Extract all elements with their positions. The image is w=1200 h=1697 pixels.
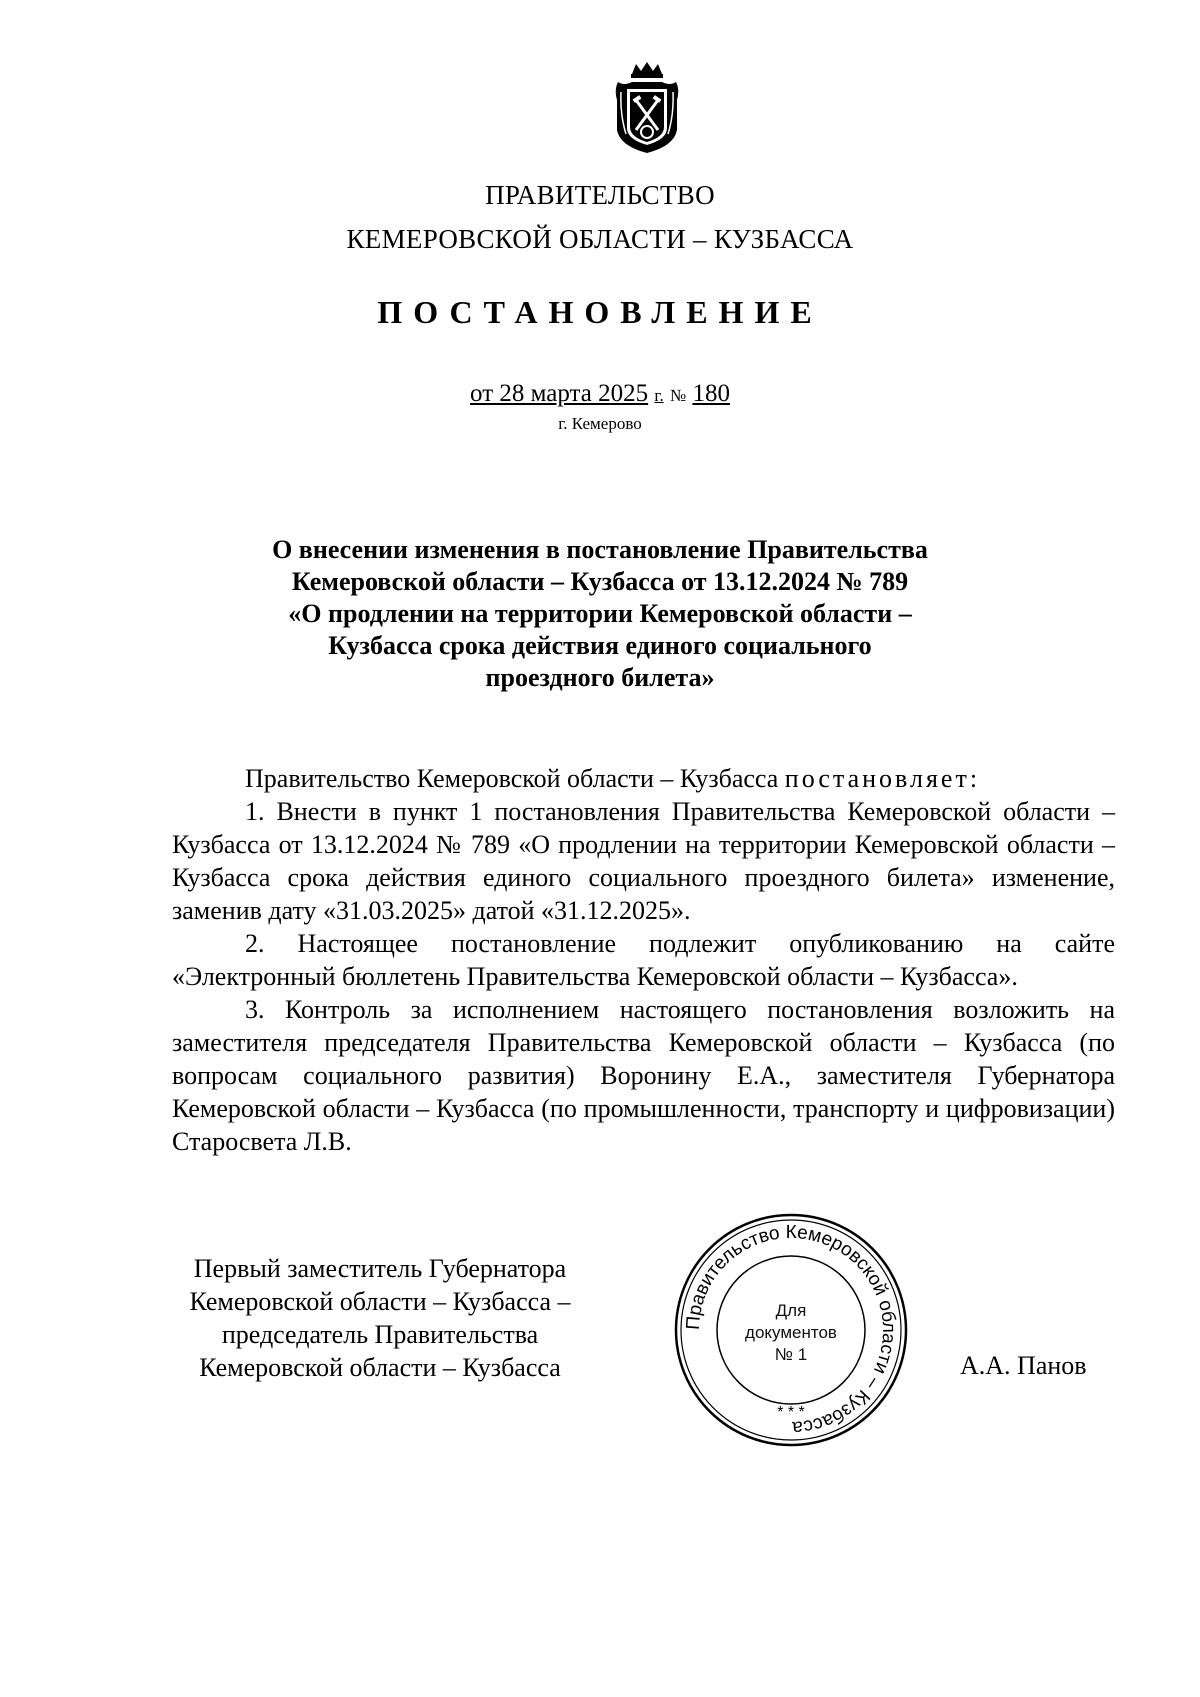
paragraph-1: 1. Внести в пункт 1 постановления Правительства Кемеровской области – Кузбасса от 13.12.2024 № 789 «О продлении на территории Кемеровской области – Кузбасса срока действия единого социального проездного билета» изменение, заменив дату «31.03.2025» датой «31.12.2025». [172,797,1115,925]
document-number: 180 [692,380,730,407]
signatory-position [160,1252,600,1384]
stamp-bottom-marks: * * * [777,1404,805,1421]
government-name-line2: КЕМЕРОВСКОЙ ОБЛАСТИ – КУЗБАССА [346,224,854,254]
title-line: О внесении изменения в постановление Правительства [272,535,928,564]
year-suffix: г. [654,386,664,405]
stamp-center-line: документов [745,1323,837,1342]
document-date: от 28 марта 2025 [470,380,649,407]
paragraph-2: 2. Настоящее постановление подлежит опубликованию на сайте «Электронный бюллетень Правительства Кемеровской области – Кузбасса». [172,929,1115,991]
preamble [172,762,1115,795]
position-line: Кемеровской области – Кузбасса – [189,1287,571,1316]
stamp-center-line: № 1 [774,1345,808,1364]
number-sign: № [669,386,687,405]
stamp-ring-text: Правительство Кемеровской области – Кузбасса [682,1221,900,1439]
paragraph-3: 3. Контроль за исполнением настоящего постановления возложить на заместителя председателя Правительства Кемеровской области – Кузбасса (по вопросам социального развития) Воронину Е.А., заместителя Губернатора Кемеровской области – Кузбасса (по промышленности, транспорту и цифровизации) Старосвета Л.В. [172,995,1115,1156]
document-title [200,534,1000,694]
title-line: проездного билета» [485,663,715,692]
government-name-line1: ПРАВИТЕЛЬСТВО [485,180,715,210]
date-number-line [0,380,1200,408]
title-line: Кемеровской области – Кузбасса от 13.12.2024 № 789 [291,567,909,596]
position-line: председатель Правительства [221,1320,539,1349]
title-line: «О продлении на территории Кемеровской области – [288,599,912,628]
signatory-name: А.А. Панов [960,1351,1087,1380]
preamble-text: Правительство Кемеровской области – Кузбасса [245,764,785,793]
position-line: Кемеровской области – Кузбасса [199,1353,561,1382]
title-line: Кузбасса срока действия единого социального [328,631,872,660]
preamble-tail: : [969,764,978,793]
coat-of-arms-icon [612,60,682,156]
preamble-verb: постановляет [784,764,970,793]
stamp-center-line: Для [775,1301,807,1320]
position-line: Первый заместитель Губернатора [193,1254,567,1283]
document-type: ПОСТАНОВЛЕНИЕ [377,294,823,330]
city: г. Кемерово [558,414,642,433]
stamp-center-text [673,1300,909,1366]
document-body [172,762,1115,1158]
